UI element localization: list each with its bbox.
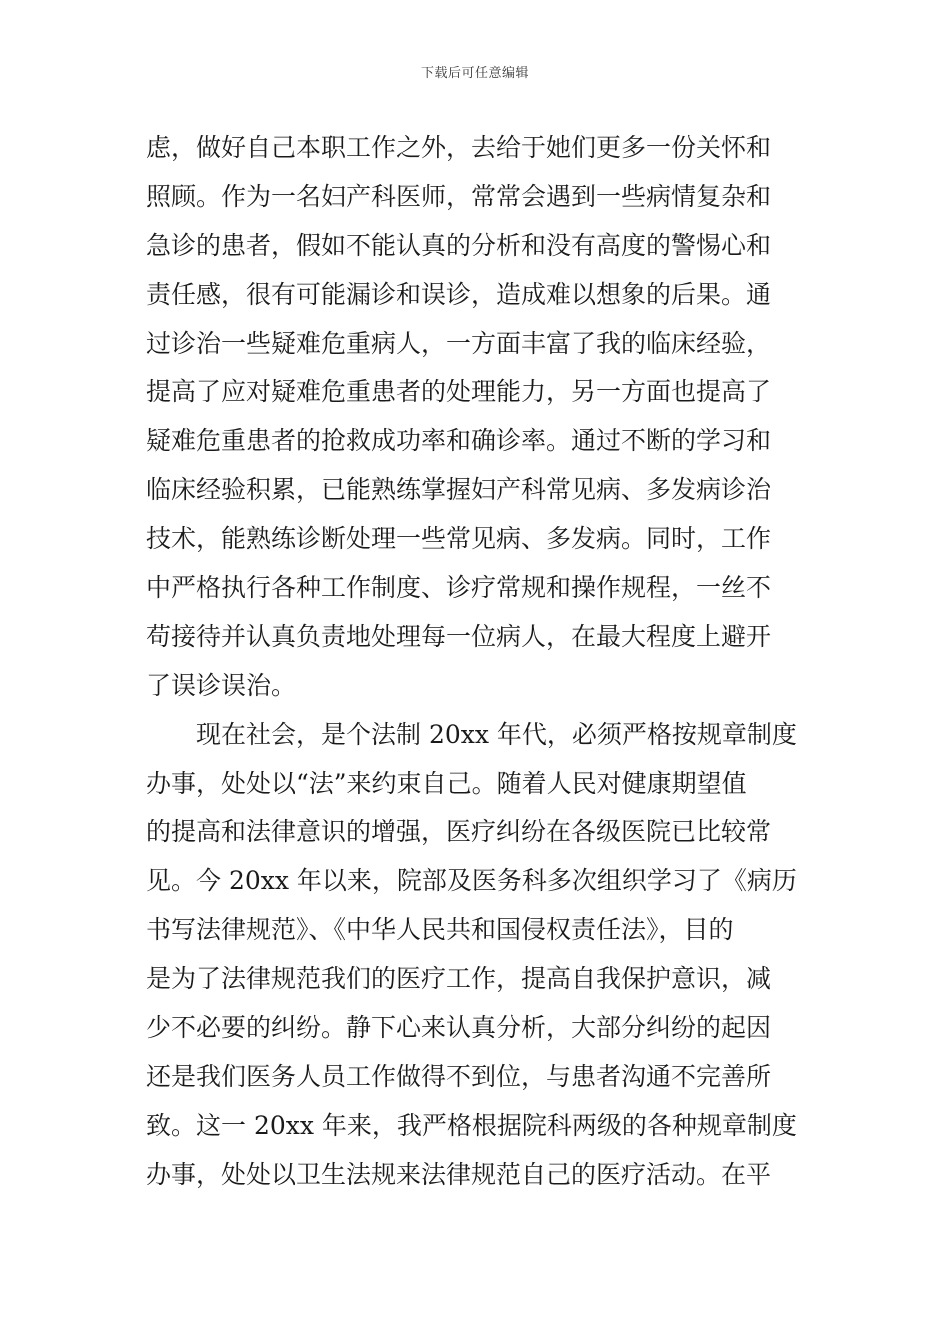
text-line: 责任感，很有可能漏诊和误诊，造成难以想象的后果。通 [146, 279, 772, 309]
text-line: 照顾。作为一名妇产科医师，常常会遇到一些病情复杂和 [146, 181, 772, 211]
text-line: 临床经验积累，已能熟练掌握妇产科常见病、多发病诊治 [146, 475, 772, 505]
text-line: 疑难危重患者的抢救成功率和确诊率。通过不断的学习和 [146, 426, 772, 456]
text-line: 中严格执行各种工作制度、诊疗常规和操作规程，一丝不 [146, 573, 772, 603]
text-line: 现在社会，是个法制 20xx 年代，必须严格按规章制度 [146, 719, 797, 749]
text-line: 的提高和法律意识的增强，医疗纠纷在各级医院已比较常 [146, 817, 772, 847]
text-line: 急诊的患者，假如不能认真的分析和没有高度的警惕心和 [146, 230, 772, 260]
text-line: 书写法律规范》、《中华人民共和国侵权责任法》，目的 [146, 915, 734, 945]
text-line: 提高了应对疑难危重患者的处理能力，另一方面也提高了 [146, 377, 772, 407]
text-line: 致。这一 20xx 年来，我严格根据院科两级的各种规章制度 [146, 1110, 797, 1140]
text-line: 苟接待并认真负责地处理每一位病人，在最大程度上避开 [146, 621, 772, 651]
text-line: 还是我们医务人员工作做得不到位，与患者沟通不完善所 [146, 1061, 772, 1091]
text-line: 了误诊误治。 [146, 670, 297, 700]
body-text [146, 124, 806, 1200]
page-header: 下载后可任意编辑 [420, 66, 529, 81]
text-line: 技术，能熟练诊断处理一些常见病、多发病。同时，工作 [146, 524, 772, 554]
text-line: 过诊治一些疑难危重病人，一方面丰富了我的临床经验， [146, 328, 772, 358]
text-line: 少不必要的纠纷。静下心来认真分析，大部分纠纷的起因 [146, 1013, 772, 1043]
text-line: 虑，做好自己本职工作之外，去给于她们更多一份关怀和 [146, 133, 772, 162]
text-line: 办事，处处以“法”来约束自己。随着人民对健康期望值 [146, 768, 747, 798]
text-line: 是为了法律规范我们的医疗工作，提高自我保护意识，减 [146, 964, 772, 994]
text-line: 见。今 20xx 年以来，院部及医务科多次组织学习了《病历 [146, 866, 797, 896]
text-line: 办事，处处以卫生法规来法律规范自己的医疗活动。在平 [146, 1159, 772, 1189]
